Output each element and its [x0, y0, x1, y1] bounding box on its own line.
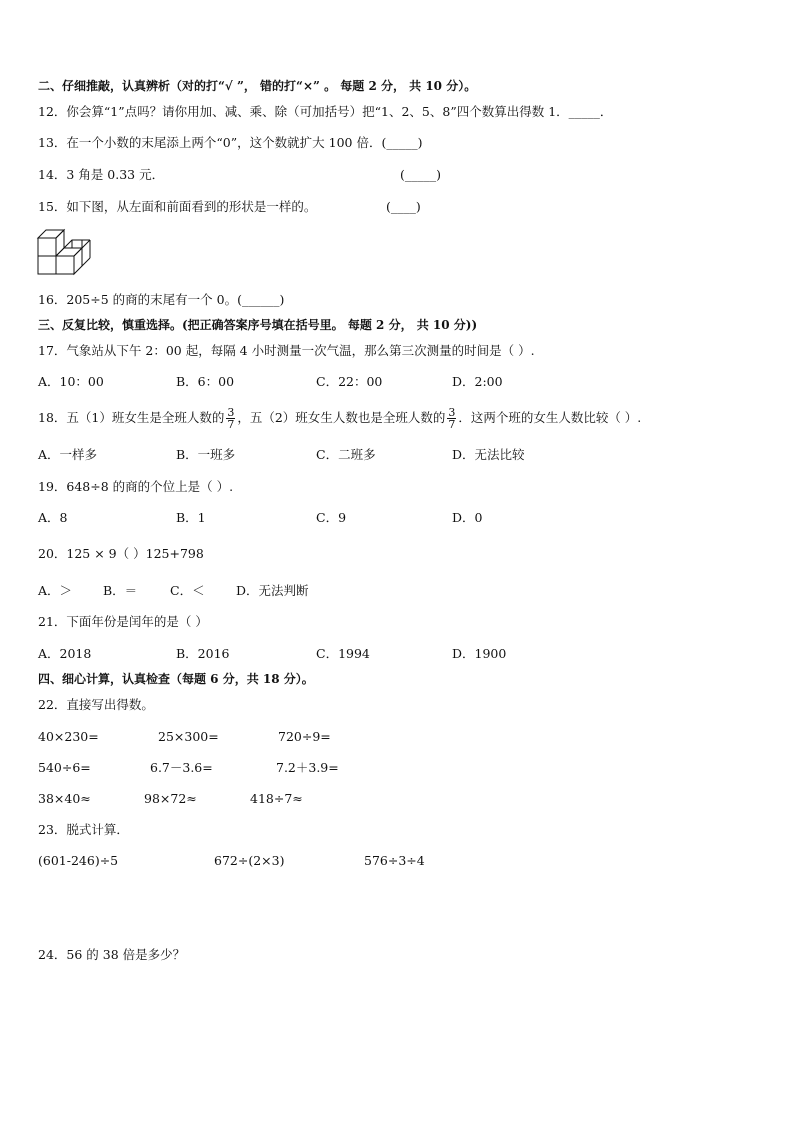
q22-item-1-1: 40×230= — [38, 729, 99, 744]
question-17: 17．气象站从下午 2：00 起，每隔 4 小时测量一次气温，那么第三次测量的时间是（ ）. — [38, 343, 535, 358]
q20-option-b: B．＝ — [103, 583, 138, 598]
q22-item-2-1: 540÷6= — [38, 760, 91, 775]
q18-part-1: 18．五（1）班女生是全班人数的 — [38, 410, 225, 425]
section-4-heading: 四、细心计算，认真检查（每题 6 分，共 18 分）。 — [38, 672, 314, 686]
q20-option-a: A．＞ — [38, 583, 73, 598]
question-20: 20．125 × 9（ ）125+798 — [38, 546, 204, 561]
question-23: 23．脱式计算． — [38, 822, 129, 837]
q17-option-c: C．22：00 — [316, 374, 383, 389]
q23-item-3: 576÷3÷4 — [364, 853, 425, 868]
question-14: 14．3 角是 0.33 元． — [38, 167, 165, 182]
cube-stack-figure — [36, 228, 92, 276]
q17-option-a: A．10：00 — [38, 374, 104, 389]
question-12: 12．你会算“1”点吗？请你用加、减、乘、除（可加括号）把“1、2、5、8”四个数算出得数 1．_____． — [38, 104, 613, 119]
q19-option-b: B．1 — [176, 510, 206, 525]
q22-item-1-3: 720÷9= — [278, 729, 331, 744]
question-21: 21．下面年份是闰年的是（ ） — [38, 614, 208, 629]
section-3-heading: 三、反复比较，慎重选择。(把正确答案序号填在括号里。 每题 2 分， 共 10 分)) — [38, 318, 478, 332]
q19-option-d: D．0 — [452, 510, 483, 525]
q20-option-d: D．无法判断 — [236, 583, 309, 598]
q23-item-1: (601-246)÷5 — [38, 853, 119, 868]
q18-option-a: A．一样多 — [38, 447, 98, 462]
q22-item-3-1: 38×40≈ — [38, 791, 91, 806]
q22-item-3-2: 98×72≈ — [144, 791, 197, 806]
q22-item-2-2: 6.7－3.6= — [150, 760, 213, 775]
section-2-heading: 二、仔细推敲，认真辨析（对的打“√ ”， 错的打“×” 。 每题 2 分， 共 10 分）。 — [38, 79, 477, 93]
q21-option-c: C．1994 — [316, 646, 370, 661]
question-18 — [38, 403, 641, 433]
q22-item-1-2: 25×300= — [158, 729, 219, 744]
q17-option-d: D．2:00 — [452, 374, 503, 389]
q19-option-a: A．8 — [38, 510, 68, 525]
question-15: 15．如下图，从左面和前面看到的形状是一样的。 — [38, 199, 317, 214]
question-22: 22．直接写出得数。 — [38, 697, 154, 712]
q21-option-b: B．2016 — [176, 646, 230, 661]
q21-option-a: A．2018 — [38, 646, 92, 661]
question-15-blank: (____) — [386, 199, 421, 214]
q20-option-c: C．＜ — [170, 583, 205, 598]
q17-option-b: B．6：00 — [176, 374, 235, 389]
q18-fraction-2: $\frac{3}{7}$ — [448, 406, 456, 431]
q18-part-3: ．这两个班的女生人数比较（ ）. — [458, 410, 642, 425]
q18-fraction-1: $\frac{3}{7}$ — [227, 406, 235, 431]
q22-item-2-3: 7.2＋3.9= — [276, 760, 339, 775]
question-14-blank: (_____) — [400, 167, 442, 182]
q19-option-c: C．9 — [316, 510, 347, 525]
q22-item-3-3: 418÷7≈ — [250, 791, 303, 806]
q21-option-d: D．1900 — [452, 646, 507, 661]
question-16: 16．205÷5 的商的末尾有一个 0。(______) — [38, 292, 285, 307]
question-13: 13．在一个小数的末尾添上两个“0”，这个数就扩大 100 倍．(_____) — [38, 135, 423, 150]
question-24: 24．56 的 38 倍是多少？ — [38, 947, 186, 962]
q23-item-2: 672÷(2×3) — [214, 853, 285, 868]
q18-option-b: B．一班多 — [176, 447, 236, 462]
q18-option-d: D．无法比较 — [452, 447, 525, 462]
question-19: 19．648÷8 的商的个位上是（ ）. — [38, 479, 234, 494]
q18-part-2: ，五（2）班女生人数也是全班人数的 — [237, 410, 446, 425]
q18-option-c: C．二班多 — [316, 447, 376, 462]
